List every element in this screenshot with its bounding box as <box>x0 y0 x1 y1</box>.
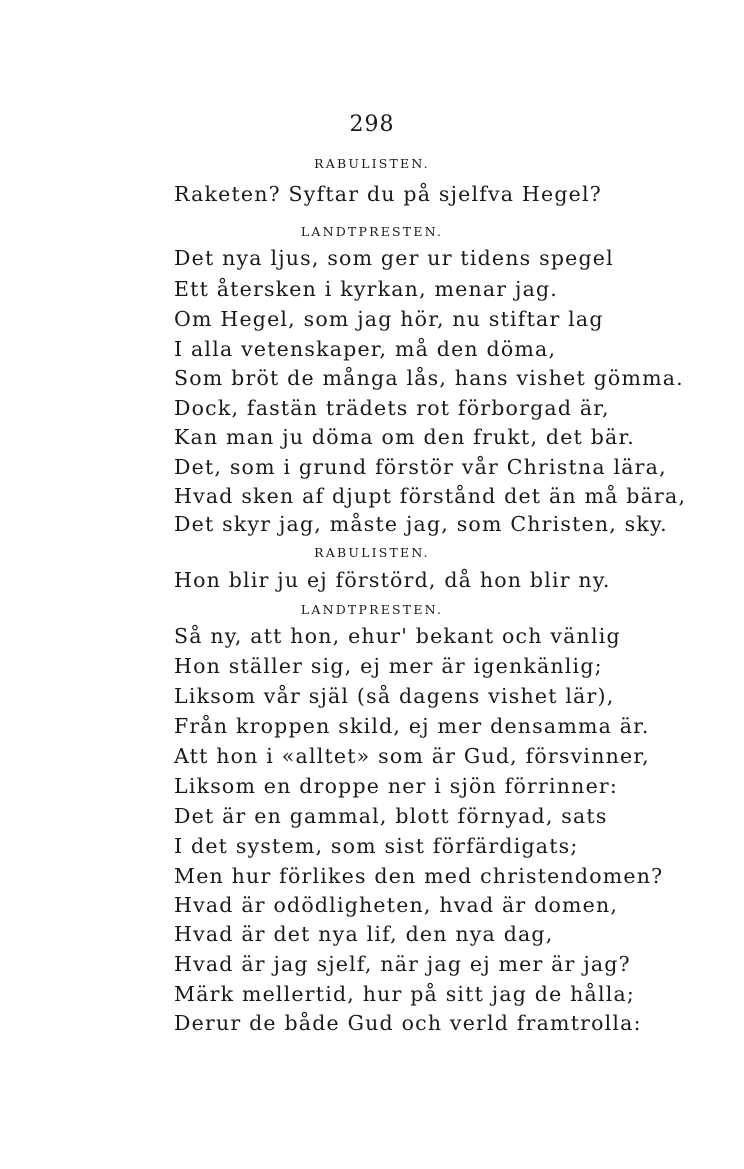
speaker-heading: RABULISTEN. <box>314 545 430 560</box>
verse-line: Liksom en droppe ner i sjön förrinner: <box>174 774 619 798</box>
verse-line: Märk mellertid, hur på sitt jag de hålla; <box>174 982 636 1006</box>
speaker-heading: LANDTPRESTEN. <box>300 602 444 617</box>
speaker-heading: LANDTPRESTEN. <box>300 224 444 239</box>
verse-line: I det system, som sist förfärdigats; <box>174 834 579 858</box>
verse-line: Liksom vår själ (så dagens vishet lär), <box>174 684 615 708</box>
verse-line: Hvad sken af djupt förstånd det än må bära, <box>174 484 687 508</box>
verse-line: Från kroppen skild, ej mer densamma är. <box>174 714 650 738</box>
verse-line: Dock, fastän trädets rot förborgad är, <box>174 396 610 420</box>
verse-line: I alla vetenskaper, må den döma, <box>174 337 557 361</box>
page-number: 298 <box>349 112 395 137</box>
verse-line: Hon blir ju ej förstörd, då hon blir ny. <box>174 568 611 592</box>
verse-line: Det skyr jag, måste jag, som Christen, sky. <box>174 512 668 536</box>
verse-line: Det nya ljus, som ger ur tidens spegel <box>174 246 614 270</box>
verse-line: Men hur förlikes den med christendomen? <box>174 864 664 888</box>
verse-line: Det är en gammal, blott förnyad, sats <box>174 804 608 828</box>
verse-line: Så ny, att hon, ehur' bekant och vänlig <box>174 624 621 648</box>
verse-line: Hon ställer sig, ej mer är igenkänlig; <box>174 654 603 678</box>
verse-line: Hvad är jag sjelf, när jag ej mer är jag? <box>174 952 631 976</box>
verse-line: Derur de både Gud och verld framtrolla: <box>174 1011 642 1035</box>
verse-line: Det, som i grund förstör vår Christna lära, <box>174 455 667 479</box>
speaker-heading: RABULISTEN. <box>314 156 430 171</box>
verse-line: Ett återsken i kyrkan, menar jag. <box>174 277 559 301</box>
verse-line: Kan man ju döma om den frukt, det bär. <box>174 425 635 449</box>
verse-line: Att hon i «alltet» som är Gud, försvinner, <box>174 744 650 768</box>
verse-line: Hvad är odödligheten, hvad är domen, <box>174 893 619 917</box>
verse-line: Raketen? Syftar du på sjelfva Hegel? <box>174 182 602 206</box>
verse-line: Hvad är det nya lif, den nya dag, <box>174 922 554 946</box>
verse-line: Om Hegel, som jag hör, nu stiftar lag <box>174 307 604 331</box>
verse-line: Som bröt de många lås, hans vishet gömma. <box>174 366 684 390</box>
